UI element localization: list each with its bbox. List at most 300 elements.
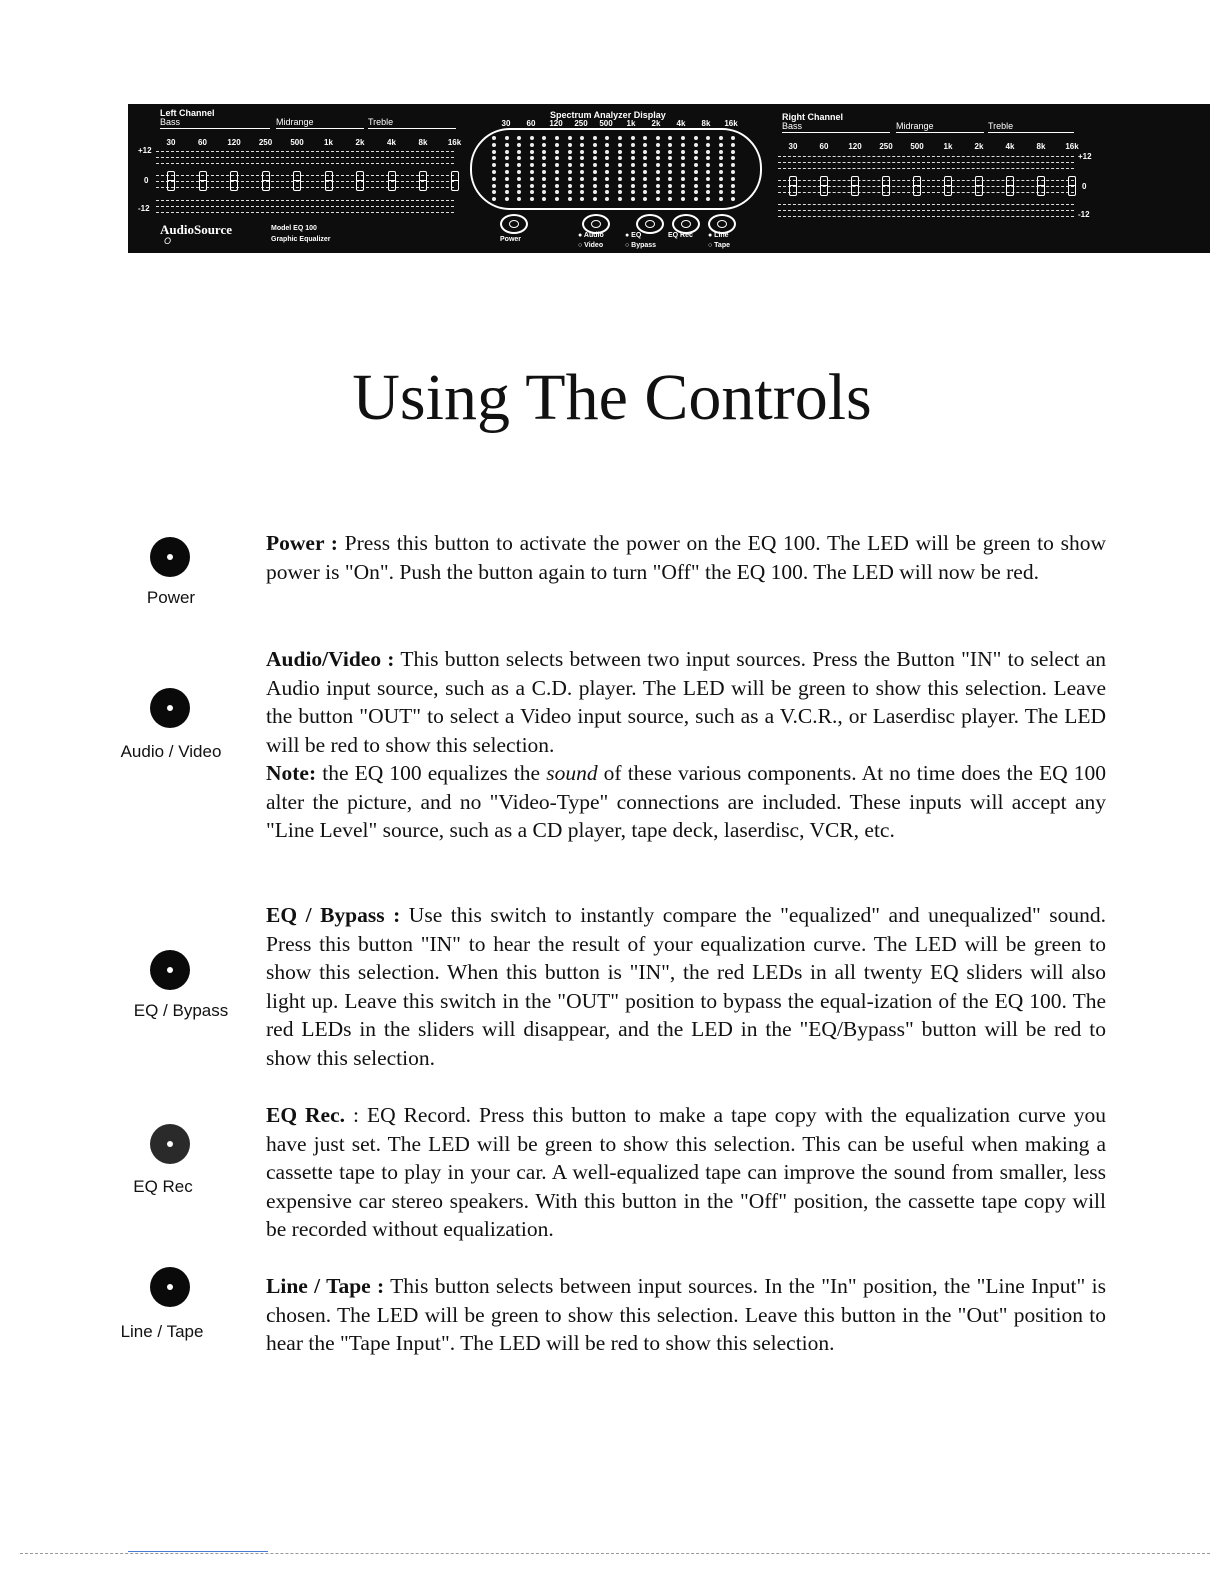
analyzer-led	[706, 177, 710, 181]
analyzer-frequency-label: 500	[599, 119, 613, 128]
power-description	[266, 529, 1106, 586]
analyzer-led	[580, 177, 584, 181]
eq-rec-heading: EQ Rec.	[266, 1103, 346, 1127]
analyzer-frequency-label: 30	[501, 119, 511, 128]
frequency-label: 8k	[418, 138, 428, 147]
analyzer-led	[618, 163, 622, 167]
note-paragraph	[266, 759, 1106, 845]
analyzer-led	[568, 163, 572, 167]
analyzer-led	[643, 184, 647, 188]
analyzer-frequency-label: 8k	[701, 119, 711, 128]
left-midrange-label: Midrange	[276, 117, 314, 127]
line-tape-label: Line / Tape	[120, 1322, 204, 1341]
analyzer-led	[505, 163, 509, 167]
spectrum-analyzer-display	[470, 128, 762, 210]
analyzer-led	[492, 197, 496, 201]
analyzer-led	[618, 156, 622, 160]
eq-bypass-heading: EQ / Bypass :	[266, 903, 401, 927]
eq-bypass-text: Use this switch to instantly compare the "equalized" and unequalized" sound. Press this button "IN" to hear the result of your equalization curve. The LED will be green to show this selection. When this button is "IN", the red LEDs in all twenty EQ sliders will also light up. Leave this switch in the "OUT" position to bypass the equal-ization of the EQ 100. The red LEDs in the sliders will disappear, and the LED in the "EQ/Bypass" button will be red to show this selection.	[266, 903, 1106, 1070]
analyzer-led	[568, 197, 572, 201]
analyzer-led	[568, 170, 572, 174]
page-title: Using The Controls	[352, 361, 872, 434]
analyzer-led	[719, 177, 723, 181]
audio-video-description	[266, 645, 1106, 759]
analyzer-led	[555, 170, 559, 174]
eq-bypass-button[interactable]	[636, 214, 664, 234]
analyzer-led	[605, 136, 609, 140]
analyzer-led	[656, 197, 660, 201]
analyzer-led	[530, 177, 534, 181]
slider-track-line	[156, 206, 454, 207]
power-heading: Power :	[266, 531, 338, 555]
analyzer-led	[580, 163, 584, 167]
analyzer-led	[631, 170, 635, 174]
analyzer-led	[731, 197, 735, 201]
analyzer-led	[643, 136, 647, 140]
slider-track-line	[778, 168, 1074, 169]
analyzer-led	[605, 150, 609, 154]
analyzer-led	[656, 190, 660, 194]
analyzer-led	[593, 150, 597, 154]
analyzer-led	[568, 190, 572, 194]
analyzer-led	[568, 184, 572, 188]
analyzer-led	[719, 184, 723, 188]
analyzer-led	[555, 136, 559, 140]
analyzer-led	[492, 136, 496, 140]
analyzer-led	[643, 163, 647, 167]
analyzer-led	[694, 150, 698, 154]
eq-rec-button[interactable]	[672, 214, 700, 234]
analyzer-led	[618, 150, 622, 154]
analyzer-led	[706, 170, 710, 174]
analyzer-led	[530, 136, 534, 140]
analyzer-frequency-label: 250	[574, 119, 588, 128]
analyzer-led	[719, 197, 723, 201]
analyzer-led	[593, 143, 597, 147]
analyzer-led	[580, 143, 584, 147]
analyzer-led	[719, 190, 723, 194]
analyzer-led	[505, 177, 509, 181]
analyzer-led	[694, 163, 698, 167]
slider-track-line	[156, 157, 454, 158]
eq-slider-16k[interactable]	[451, 171, 459, 191]
analyzer-led	[505, 136, 509, 140]
analyzer-led	[631, 143, 635, 147]
analyzer-led	[505, 150, 509, 154]
frequency-label: 16k	[447, 138, 462, 147]
analyzer-led	[631, 184, 635, 188]
analyzer-led	[618, 190, 622, 194]
analyzer-led	[505, 197, 509, 201]
audio-video-button[interactable]	[582, 214, 610, 234]
analyzer-led	[731, 177, 735, 181]
frequency-label: 30	[166, 138, 176, 147]
analyzer-frequency-label: 60	[526, 119, 536, 128]
eq-slider-4k[interactable]	[1006, 176, 1014, 196]
power-text: Press this button to activate the power on the EQ 100. The LED will be green to show power is "On". Push the button again to turn "Off" the EQ 100. The LED will now be red.	[266, 531, 1106, 584]
analyzer-led	[580, 197, 584, 201]
left-scale-mid: 0	[144, 176, 149, 185]
analyzer-led	[492, 143, 496, 147]
analyzer-led	[568, 150, 572, 154]
frequency-label: 60	[819, 142, 829, 151]
analyzer-led	[505, 156, 509, 160]
analyzer-led	[668, 136, 672, 140]
analyzer-led	[517, 143, 521, 147]
analyzer-led	[555, 156, 559, 160]
analyzer-led	[605, 156, 609, 160]
analyzer-led	[517, 136, 521, 140]
eq-slider-30[interactable]	[167, 171, 175, 191]
frequency-label: 120	[848, 142, 862, 151]
analyzer-led	[681, 136, 685, 140]
frequency-label: 4k	[1005, 142, 1015, 151]
analyzer-led	[694, 177, 698, 181]
analyzer-led	[681, 197, 685, 201]
analyzer-led	[492, 190, 496, 194]
analyzer-led	[681, 143, 685, 147]
slider-track-line	[156, 151, 454, 152]
analyzer-led	[706, 184, 710, 188]
analyzer-frequency-label: 16k	[724, 119, 738, 128]
eq-slider-8k[interactable]	[419, 171, 427, 191]
analyzer-led	[580, 170, 584, 174]
analyzer-led	[668, 170, 672, 174]
eq-slider-60[interactable]	[820, 176, 828, 196]
analyzer-led	[618, 177, 622, 181]
analyzer-led	[681, 190, 685, 194]
analyzer-led	[706, 150, 710, 154]
eq-bypass-label: EQ / Bypass	[133, 1001, 229, 1020]
analyzer-led	[593, 177, 597, 181]
analyzer-led	[542, 197, 546, 201]
power-button-label: Power	[500, 236, 522, 243]
frequency-label: 500	[290, 138, 304, 147]
analyzer-led	[681, 150, 685, 154]
analyzer-led	[542, 170, 546, 174]
analyzer-led	[530, 163, 534, 167]
eq-slider-60[interactable]	[199, 171, 207, 191]
analyzer-led	[631, 177, 635, 181]
eq-rec-label: EQ Rec	[133, 1177, 193, 1196]
frequency-label: 16k	[1065, 142, 1079, 151]
analyzer-led	[555, 143, 559, 147]
eq-slider-8k[interactable]	[1037, 176, 1045, 196]
analyzer-led	[605, 197, 609, 201]
analyzer-led	[694, 170, 698, 174]
analyzer-led	[505, 170, 509, 174]
analyzer-led	[668, 184, 672, 188]
power-label: Power	[146, 588, 196, 607]
analyzer-led	[517, 184, 521, 188]
analyzer-led	[706, 143, 710, 147]
analyzer-led	[694, 197, 698, 201]
line-tape-heading: Line / Tape :	[266, 1274, 385, 1298]
analyzer-led	[593, 136, 597, 140]
right-channel-label: Right Channel	[782, 112, 843, 122]
analyzer-frequency-label: 1k	[626, 119, 636, 128]
analyzer-led	[517, 177, 521, 181]
analyzer-led	[731, 184, 735, 188]
analyzer-led	[542, 190, 546, 194]
analyzer-led	[580, 150, 584, 154]
slider-track-line	[156, 212, 454, 213]
analyzer-led	[618, 170, 622, 174]
eq-slider-30[interactable]	[789, 176, 797, 196]
slider-track-line	[156, 163, 454, 164]
analyzer-led	[555, 197, 559, 201]
bypass-label: ○ Bypass	[625, 242, 657, 249]
eq-bypass-button-icon	[150, 950, 190, 990]
analyzer-led	[719, 163, 723, 167]
analyzer-led	[568, 177, 572, 181]
analyzer-led	[492, 170, 496, 174]
frequency-label: 60	[198, 138, 207, 147]
analyzer-led	[694, 190, 698, 194]
analyzer-led	[643, 190, 647, 194]
eq-slider-120[interactable]	[851, 176, 859, 196]
analyzer-led	[593, 190, 597, 194]
analyzer-frequency-label: 120	[549, 119, 563, 128]
right-scale-mid: 0	[1082, 182, 1087, 191]
analyzer-led	[593, 156, 597, 160]
power-button-icon	[150, 537, 190, 577]
analyzer-led	[542, 177, 546, 181]
line-tape-button-icon	[150, 1267, 190, 1307]
analyzer-led	[631, 197, 635, 201]
analyzer-led	[580, 184, 584, 188]
analyzer-led	[555, 177, 559, 181]
analyzer-led	[706, 190, 710, 194]
analyzer-led	[731, 150, 735, 154]
analyzer-led	[643, 143, 647, 147]
eq-slider-4k[interactable]	[388, 171, 396, 191]
analyzer-led	[681, 170, 685, 174]
analyzer-led	[530, 156, 534, 160]
analyzer-led	[505, 143, 509, 147]
analyzer-led	[706, 136, 710, 140]
analyzer-led	[517, 197, 521, 201]
analyzer-led	[618, 184, 622, 188]
analyzer-led	[580, 190, 584, 194]
analyzer-led	[656, 184, 660, 188]
analyzer-led	[542, 136, 546, 140]
audio-label: ● Audio	[578, 232, 604, 239]
brand-logo: AudioSource	[160, 222, 232, 237]
eq-slider-500[interactable]	[913, 176, 921, 196]
analyzer-led	[517, 150, 521, 154]
analyzer-led	[643, 170, 647, 174]
analyzer-frequency-label: 2k	[651, 119, 661, 128]
analyzer-led	[731, 163, 735, 167]
analyzer-led	[643, 150, 647, 154]
slider-track-line	[156, 200, 454, 201]
eq-slider-1k[interactable]	[325, 171, 333, 191]
analyzer-led	[530, 190, 534, 194]
power-button[interactable]	[500, 214, 528, 234]
analyzer-led	[631, 136, 635, 140]
left-treble-label: Treble	[368, 117, 394, 127]
analyzer-led	[605, 143, 609, 147]
analyzer-led	[568, 143, 572, 147]
analyzer-led	[731, 190, 735, 194]
analyzer-led	[681, 184, 685, 188]
analyzer-led	[492, 150, 496, 154]
frequency-label: 1k	[943, 142, 953, 151]
right-scale-bottom: -12	[1078, 210, 1090, 219]
analyzer-title: Spectrum Analyzer Display	[550, 110, 666, 120]
analyzer-led	[656, 170, 660, 174]
eq-slider-16k[interactable]	[1068, 176, 1076, 196]
audio-video-label: Audio / Video	[120, 742, 222, 761]
analyzer-led	[580, 136, 584, 140]
analyzer-led	[555, 190, 559, 194]
frequency-label: 30	[788, 142, 798, 151]
eq-slider-1k[interactable]	[944, 176, 952, 196]
analyzer-led	[530, 197, 534, 201]
analyzer-led	[656, 177, 660, 181]
analyzer-led	[719, 150, 723, 154]
eq-label: ● EQ	[625, 232, 642, 239]
analyzer-led	[694, 143, 698, 147]
analyzer-led	[706, 197, 710, 201]
analyzer-led	[731, 136, 735, 140]
analyzer-led	[681, 163, 685, 167]
analyzer-led	[731, 143, 735, 147]
analyzer-led	[505, 190, 509, 194]
left-scale-top: +12	[138, 146, 152, 155]
analyzer-led	[542, 150, 546, 154]
audio-video-button-icon	[150, 688, 190, 728]
analyzer-led	[530, 170, 534, 174]
analyzer-led	[593, 163, 597, 167]
analyzer-led	[681, 177, 685, 181]
frequency-label: 2k	[355, 138, 365, 147]
analyzer-led	[605, 184, 609, 188]
note-text-1: the EQ 100 equalizes the	[316, 761, 547, 785]
analyzer-led	[492, 184, 496, 188]
eq-bypass-description	[266, 901, 1106, 1072]
analyzer-led	[618, 136, 622, 140]
frequency-label: 1k	[324, 138, 333, 147]
analyzer-led	[505, 184, 509, 188]
frequency-label: 500	[910, 142, 924, 151]
analyzer-led	[719, 136, 723, 140]
analyzer-led	[517, 170, 521, 174]
analyzer-led	[492, 156, 496, 160]
left-channel-label: Left Channel	[160, 108, 215, 118]
slider-track-line	[778, 156, 1074, 157]
analyzer-led	[542, 156, 546, 160]
frequency-label: 120	[227, 138, 241, 147]
frequency-label: 2k	[974, 142, 984, 151]
slider-track-line	[778, 216, 1074, 217]
eq-slider-500[interactable]	[293, 171, 301, 191]
analyzer-led	[668, 143, 672, 147]
analyzer-led	[694, 156, 698, 160]
slider-track-line	[778, 204, 1074, 205]
audio-video-heading: Audio/Video :	[266, 647, 395, 671]
analyzer-led	[618, 143, 622, 147]
left-scale-bottom: -12	[138, 204, 150, 213]
analyzer-led	[517, 190, 521, 194]
line-tape-button[interactable]	[708, 214, 736, 234]
eq-slider-120[interactable]	[230, 171, 238, 191]
analyzer-led	[631, 156, 635, 160]
analyzer-led	[517, 163, 521, 167]
analyzer-led	[593, 197, 597, 201]
eq-slider-250[interactable]	[882, 176, 890, 196]
line-tape-text: This button selects between input sources. In the "In" position, the "Line Input" is chosen. The LED will be green to show this selection. Leave this button in the "Out" position to hear the "Tape Input". The LED will be red to show this selection.	[266, 1274, 1106, 1355]
analyzer-led	[568, 136, 572, 140]
video-label: ○ Video	[578, 242, 604, 249]
eq-slider-2k[interactable]	[975, 176, 983, 196]
analyzer-led	[605, 163, 609, 167]
note-emphasis: sound	[546, 761, 598, 785]
analyzer-led	[517, 156, 521, 160]
analyzer-led	[530, 150, 534, 154]
analyzer-led	[492, 163, 496, 167]
eq-slider-250[interactable]	[262, 171, 270, 191]
analyzer-frequency-label: 4k	[676, 119, 686, 128]
analyzer-led	[605, 170, 609, 174]
analyzer-led	[668, 156, 672, 160]
analyzer-led	[530, 143, 534, 147]
analyzer-led	[681, 156, 685, 160]
analyzer-led	[580, 156, 584, 160]
analyzer-led	[542, 143, 546, 147]
analyzer-led	[731, 170, 735, 174]
analyzer-led	[542, 184, 546, 188]
analyzer-led	[542, 163, 546, 167]
eq-rec-text: : EQ Record. Press this button to make a tape copy with the equalization curve you have just set. The LED will be green to show this selection. This can be useful when making a cassette tape to play in your car. A well-equalized tape can improve the sound from smaller, less expensive car stereo speakers. With this button in the "Off" position, the cassette tape copy will be recorded without equalization.	[266, 1103, 1106, 1241]
analyzer-led	[492, 177, 496, 181]
analyzer-led	[631, 163, 635, 167]
eq-rec-description	[266, 1101, 1106, 1244]
analyzer-led	[631, 190, 635, 194]
analyzer-led	[568, 156, 572, 160]
power-switch-mark: O	[164, 236, 172, 246]
analyzer-led	[719, 156, 723, 160]
analyzer-led	[656, 163, 660, 167]
eq-slider-2k[interactable]	[356, 171, 364, 191]
footer-rule	[20, 1553, 1210, 1554]
right-scale-top: +12	[1078, 152, 1092, 161]
analyzer-led	[694, 184, 698, 188]
analyzer-led	[605, 190, 609, 194]
left-bass-label: Bass	[160, 117, 181, 127]
slider-track-line	[778, 162, 1074, 163]
eq-rec-button-icon	[150, 1124, 190, 1164]
analyzer-led	[643, 177, 647, 181]
analyzer-led	[555, 184, 559, 188]
model-subtitle: Graphic Equalizer	[271, 236, 331, 243]
line-tape-description	[266, 1272, 1106, 1358]
analyzer-led	[719, 143, 723, 147]
analyzer-led	[668, 190, 672, 194]
note-heading: Note:	[266, 761, 317, 785]
model-label: Model EQ 100	[271, 225, 317, 232]
audio-video-text: This button selects between two input sources. Press the Button "IN" to select an Audio input source, such as a C.D. player. The LED will be green to show this selection. Leave the button "OUT" to select a Video input source, such as a V.C.R., or Laserdisc player. The LED will be red to show this selection.	[266, 647, 1107, 757]
analyzer-led	[618, 197, 622, 201]
analyzer-led	[631, 150, 635, 154]
analyzer-led	[731, 156, 735, 160]
analyzer-led	[593, 184, 597, 188]
frequency-label: 250	[258, 138, 273, 147]
analyzer-led	[643, 156, 647, 160]
analyzer-led	[668, 163, 672, 167]
frequency-label: 4k	[387, 138, 396, 147]
